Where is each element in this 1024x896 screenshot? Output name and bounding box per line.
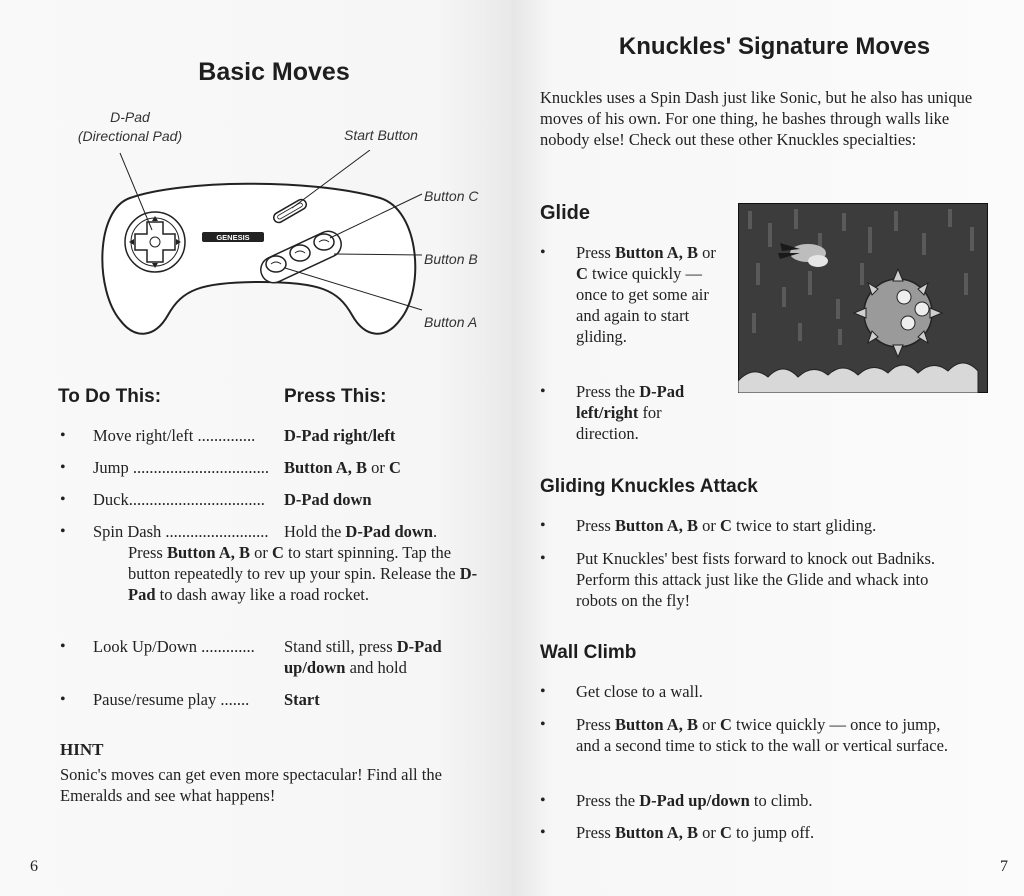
bullet: • — [60, 691, 66, 708]
button-a-label: Button A — [424, 314, 478, 330]
climb-bullet-text: Get close to a wall. — [576, 682, 703, 701]
move-action: Spin Dash ......................... — [93, 522, 269, 541]
glide-bullet-text: Press the D-Pad left/right for direction. — [576, 382, 685, 443]
page-title: Basic Moves — [198, 58, 350, 86]
bullet: • — [540, 244, 546, 261]
attack-bullet-text: Put Knuckles' best fists forward to knock out Badniks. Perform this attack just like the Glide and whack into robots on the fly! — [576, 549, 936, 610]
bullet: • — [540, 824, 546, 841]
look-detail: up/down and hold — [284, 658, 407, 677]
move-action: Duck................................. — [93, 490, 265, 509]
button-b-label: Button B — [424, 251, 478, 267]
column-header-action: To Do This: — [58, 386, 162, 407]
page-number-right: 7 — [1000, 858, 1008, 875]
right-page — [512, 0, 1024, 896]
move-action: Jump ................................. — [93, 458, 270, 477]
bullet: • — [540, 517, 546, 534]
bullet: • — [60, 523, 66, 540]
move-press: Start — [284, 690, 320, 709]
gliding-attack-heading: Gliding Knuckles Attack — [540, 476, 758, 497]
bullet: • — [60, 459, 66, 476]
climb-bullet-text: Press the D-Pad up/down to climb. — [576, 791, 813, 810]
bullet: • — [540, 383, 546, 400]
move-press: Button A, B or C — [284, 458, 401, 477]
bullet: • — [540, 550, 546, 567]
climb-bullet-text: Press Button A, B or C to jump off. — [576, 823, 815, 842]
hint-title: HINT — [60, 740, 104, 759]
button-c-label: Button C — [424, 188, 479, 204]
intro-paragraph: Knuckles uses a Spin Dash just like Sonic, but he also has unique moves of his own. For one thing, he bashes through walls like nobody else! Check out these other Knuckles specialties: — [540, 88, 973, 149]
glide-bullet-text: Press Button A, B or C twice quickly — once to get some air and again to start gliding. — [576, 243, 716, 346]
bullet: • — [60, 427, 66, 444]
move-press: D-Pad down — [284, 490, 372, 509]
start-button-label: Start Button — [344, 127, 418, 143]
spin-dash-detail: Press Button A, B or C to start spinning. Tap the button repeatedly to rev up your spin. Release the D-Pad to dash away like a road rocket. — [128, 543, 478, 604]
page-number-left: 6 — [30, 858, 38, 875]
move-press: Stand still, press D-Pad — [284, 637, 442, 656]
dpad-icon — [125, 212, 185, 272]
move-press: Hold the D-Pad down. — [284, 522, 438, 541]
dpad-label-line1: D-Pad — [110, 109, 150, 125]
glide-heading: Glide — [540, 202, 591, 224]
attack-bullet-text: Press Button A, B or C twice to start gliding. — [576, 516, 877, 535]
move-action: Look Up/Down ............. — [93, 637, 255, 656]
bullet: • — [540, 683, 546, 700]
move-press: D-Pad right/left — [284, 426, 396, 445]
dpad-label-line2: (Directional Pad) — [77, 128, 183, 144]
page-title: Knuckles' Signature Moves — [618, 33, 931, 60]
bullet: • — [60, 638, 66, 655]
dpad-label — [60, 108, 200, 146]
genesis-logo: GENESIS — [216, 233, 250, 242]
column-header-press: Press This: — [284, 386, 387, 407]
controller-diagram — [90, 150, 430, 350]
move-action: Move right/left .............. — [93, 426, 256, 445]
bullet: • — [540, 792, 546, 809]
hint-text: Sonic's moves can get even more spectacular! Find all the Emeralds and see what happens! — [60, 765, 442, 805]
move-action: Pause/resume play ....... — [93, 690, 250, 709]
bullet: • — [540, 716, 546, 733]
wall-climb-heading: Wall Climb — [540, 642, 637, 663]
game-screenshot-image — [738, 203, 988, 393]
climb-bullet-text: Press Button A, B or C twice quickly — once to jump, and a second time to stick to the wall or vertical surface. — [576, 715, 949, 755]
bullet: • — [60, 491, 66, 508]
